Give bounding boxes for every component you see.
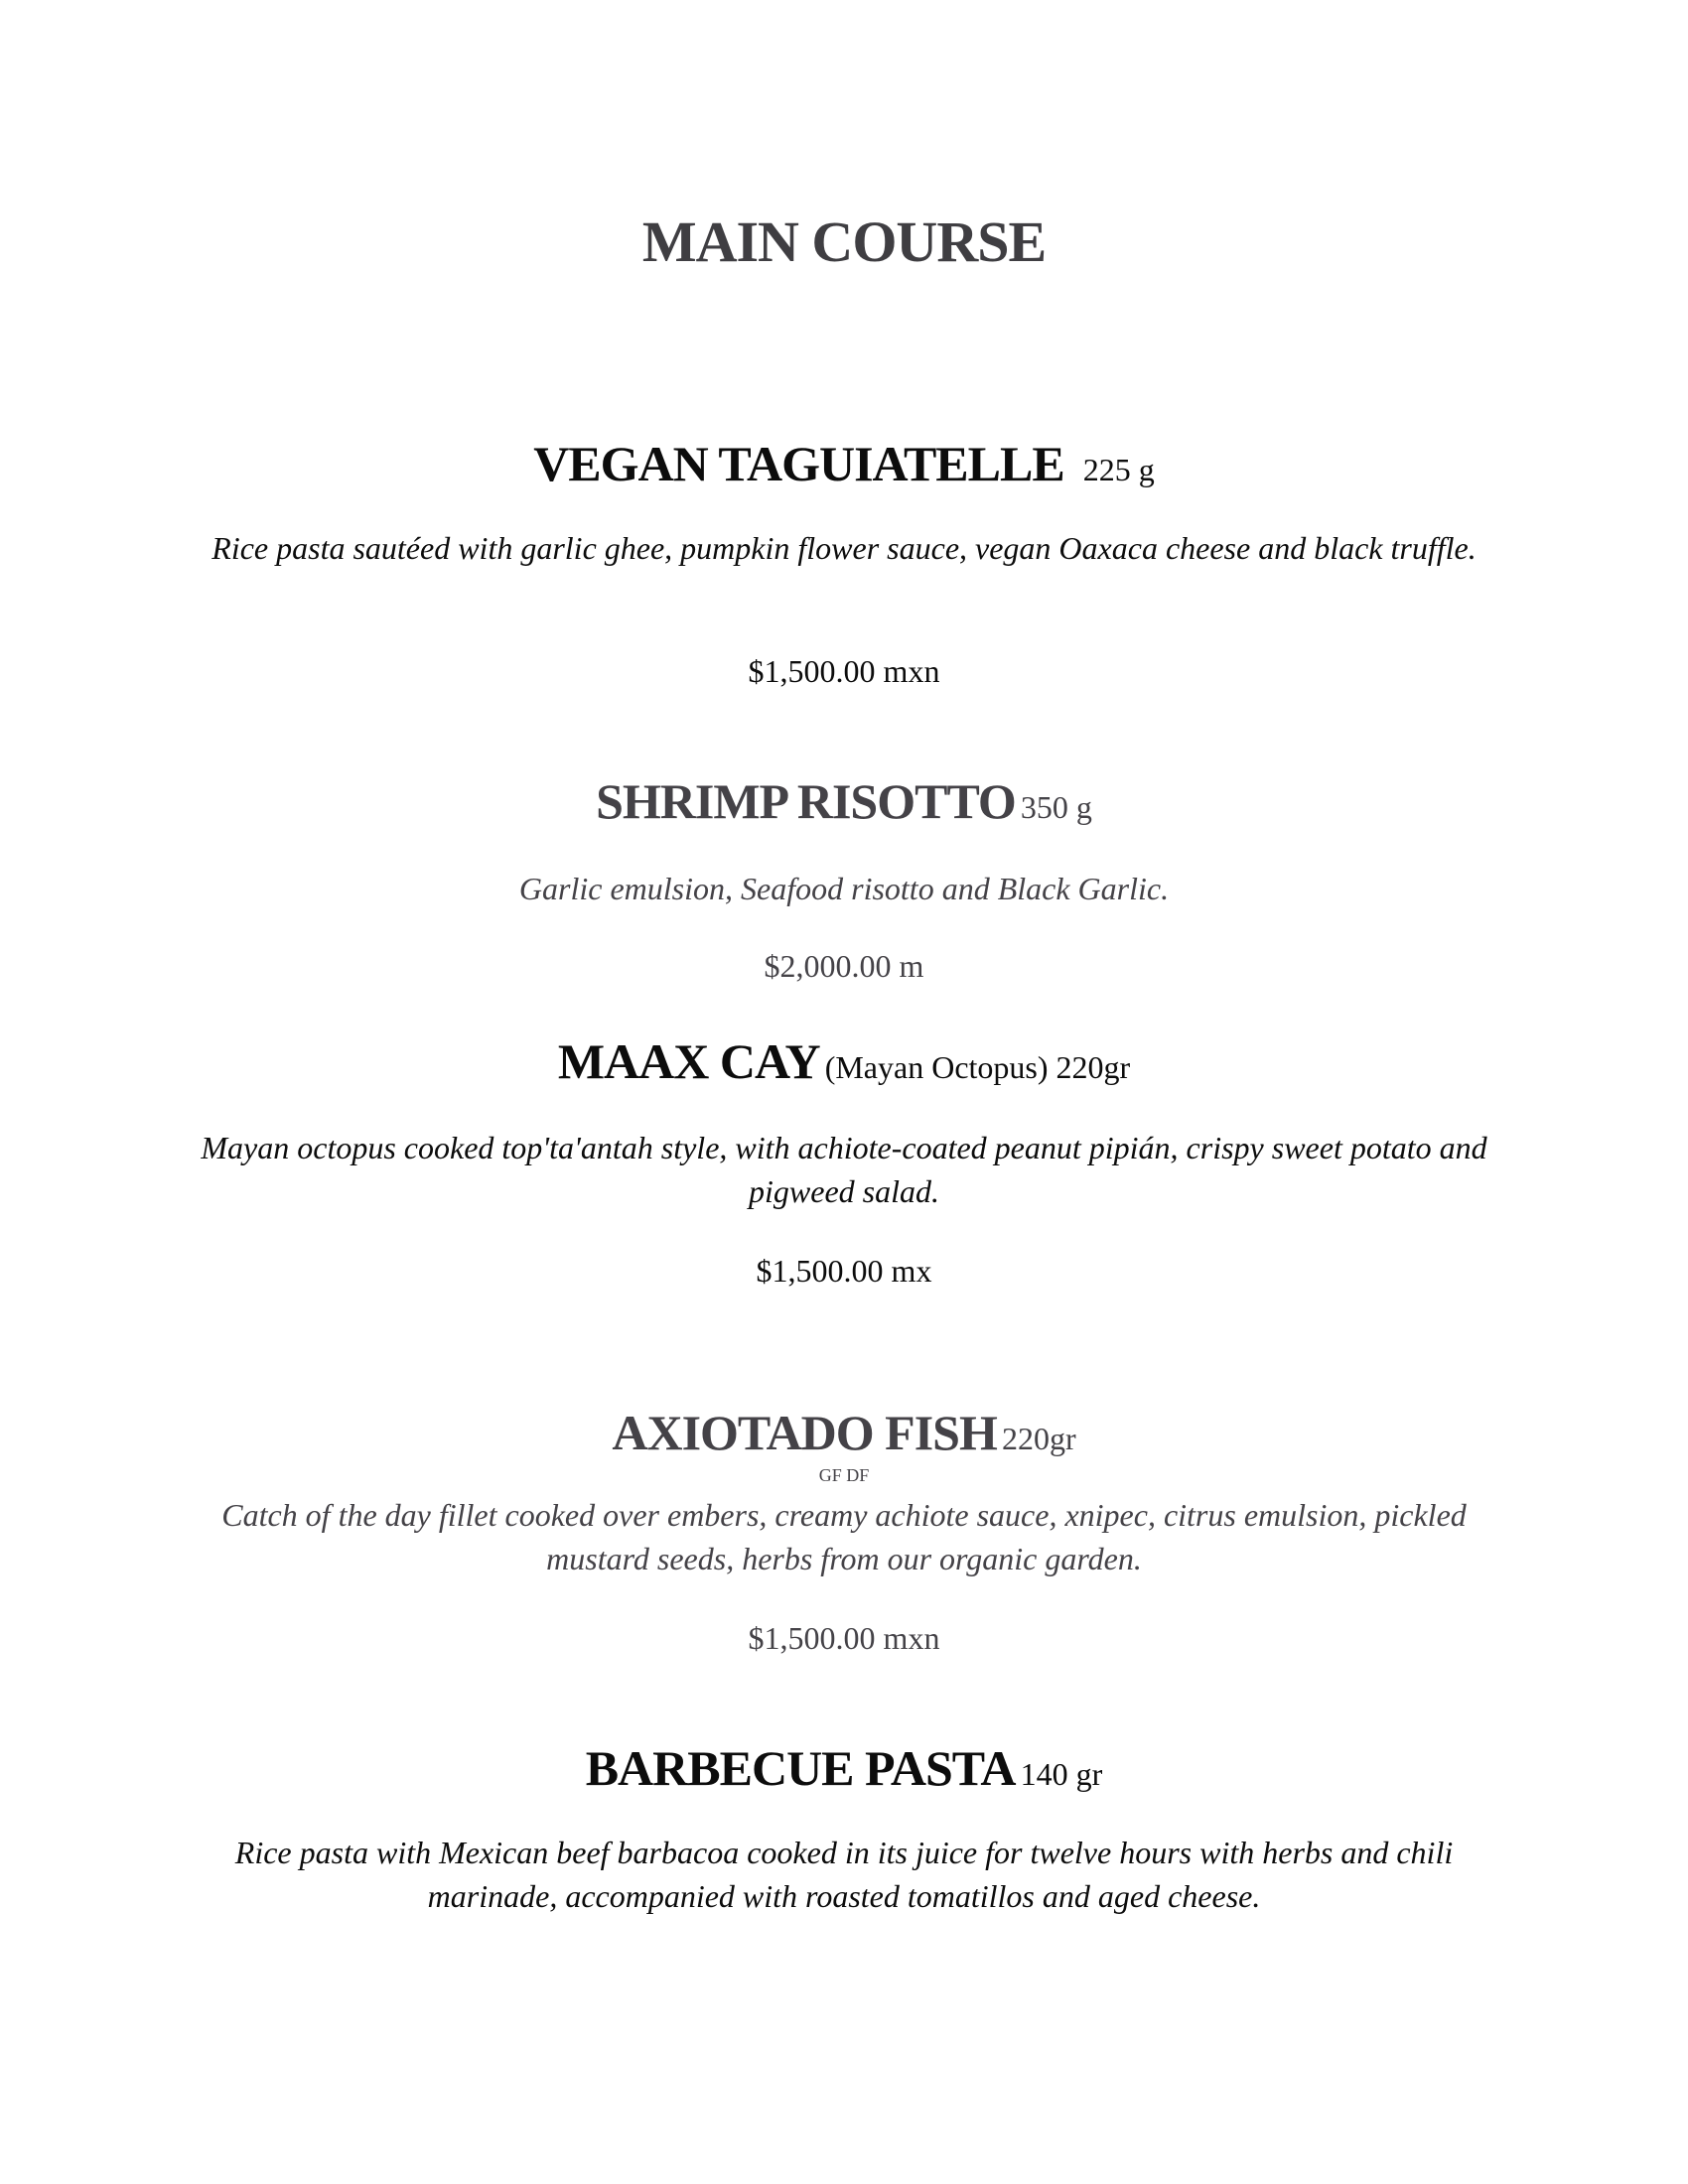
menu-item-heading xyxy=(0,1739,1688,1797)
dish-price: $1,500.00 mxn xyxy=(748,1620,940,1656)
dish-description: Garlic emulsion, Seafood risotto and Black Garlic. xyxy=(518,871,1170,906)
dish-weight: (Mayan Octopus) 220gr xyxy=(824,1049,1131,1085)
dietary-tags: GF DF xyxy=(818,1465,870,1485)
dish-description: Rice pasta with Mexican beef barbacoa cooked in its juice for twelve hours with herbs and chili marinade, accompanied with roasted tomatillos and aged cheese. xyxy=(234,1835,1454,1914)
dish-name: VEGAN TAGUIATELLE xyxy=(533,436,1064,491)
dish-price: $2,000.00 m xyxy=(764,948,924,984)
dish-weight: 220gr xyxy=(1001,1421,1076,1456)
dish-description: Rice pasta sautéed with garlic ghee, pumpkin flower sauce, vegan Oaxaca cheese and black truffle. xyxy=(211,530,1477,566)
dish-name: SHRIMP RISOTTO xyxy=(596,773,1016,829)
dish-description: Mayan octopus cooked top'ta'antah style, with achiote-coated peanut pipián, crispy sweet potato and pigweed salad. xyxy=(201,1130,1487,1209)
menu-item-heading xyxy=(0,435,1688,492)
dish-description: Catch of the day fillet cooked over embers, creamy achiote sauce, xnipec, citrus emulsion, pickled mustard seeds, herbs from our organic garden. xyxy=(221,1497,1467,1576)
dish-name: MAAX CAY xyxy=(557,1033,820,1089)
dish-price: $1,500.00 mxn xyxy=(748,653,940,689)
dish-name: BARBECUE PASTA xyxy=(585,1740,1016,1796)
menu-item-heading xyxy=(0,772,1688,830)
dish-weight: 350 g xyxy=(1020,789,1092,825)
dish-price: $1,500.00 mx xyxy=(756,1253,932,1289)
menu-item-heading xyxy=(0,1404,1688,1461)
menu-item-heading xyxy=(0,1032,1688,1090)
dish-name: AXIOTADO FISH xyxy=(612,1405,997,1460)
dish-weight: 225 g xyxy=(1082,452,1155,487)
page-title: MAIN COURSE xyxy=(641,209,1047,274)
dish-weight: 140 gr xyxy=(1020,1756,1103,1792)
